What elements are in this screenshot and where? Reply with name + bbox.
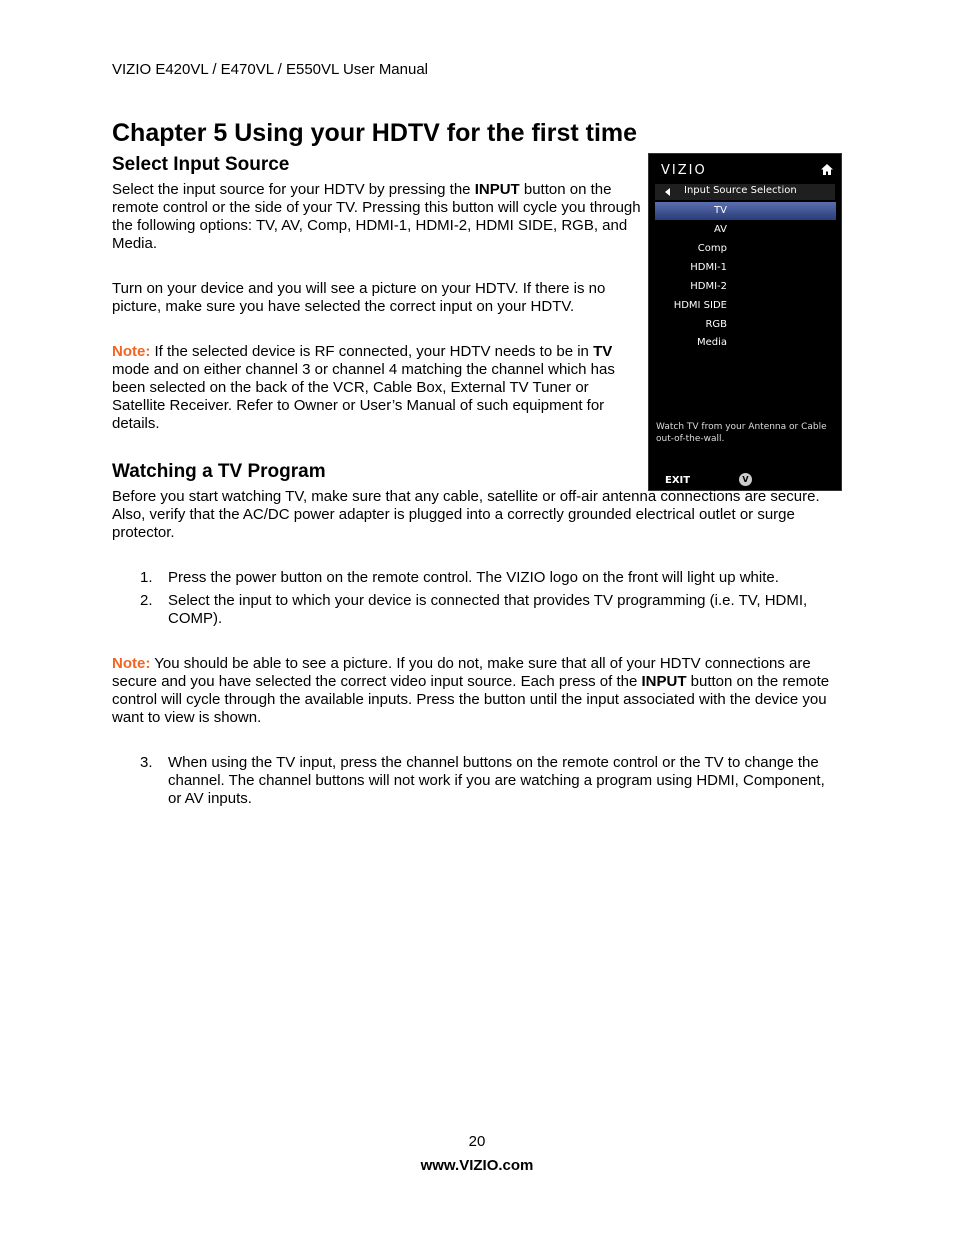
input-source-osd-screenshot — [648, 153, 842, 491]
turn-on-paragraph: Turn on your device and you will see a picture on your HDTV. If there is no picture, make sure you have selected the correct input on your HDTV. — [112, 280, 606, 315]
osd-exit-label: EXIT — [665, 475, 691, 486]
osd-item-comp: Comp — [697, 243, 727, 254]
osd-item-rgb: RGB — [705, 319, 727, 330]
osd-item-tv: TV — [714, 205, 727, 216]
step-3-number: 3. — [140, 754, 153, 771]
section-heading-select-input: Select Input Source — [112, 154, 290, 175]
page-number: 20 — [468, 1133, 486, 1150]
note-picture-paragraph: Note: You should be able to see a picture. If you do not, make sure that all of your HDTV connections are secure and you have selected the correct video input source. Each press of the INPUT button on the remote control will cycle through the available inputs. Press the button until the input associated with the device you want to view is shown. — [112, 655, 830, 726]
note-label: Note: — [112, 655, 151, 672]
step-1-number: 1. — [140, 569, 153, 586]
step-1-text: Press the power button on the remote control. The VIZIO logo on the front will light up white. — [168, 569, 779, 586]
osd-selection-highlight — [655, 202, 836, 220]
back-arrow-icon — [665, 188, 670, 196]
osd-item-av: AV — [713, 224, 727, 235]
step-2-number: 2. — [140, 592, 153, 609]
footer-url-link[interactable]: www.VIZIO.com — [420, 1157, 534, 1174]
select-input-paragraph: Select the input source for your HDTV by pressing the INPUT button on the remote control or the side of your TV. Pressing this button will cycle you through the following options: TV, AV, Comp, HDMI-1, HDMI-2, HDMI SIDE, RGB, and Media. — [112, 181, 641, 252]
document-header: VIZIO E420VL / E470VL / E550VL User Manual — [112, 61, 429, 78]
note-rf-paragraph: Note: If the selected device is RF connected, your HDTV needs to be in TV mode and on either channel 3 or channel 4 matching the channel which has been selected on the back of the VCR, Cable Box, External TV Tuner or Satellite Receiver. Refer to Owner or User’s Manual of such equipment for details. — [112, 343, 615, 432]
chapter-title: Chapter 5 Using your HDTV for the first time — [112, 119, 638, 147]
osd-item-hdmi-1: HDMI-1 — [690, 262, 727, 273]
osd-help-text: Watch TV from your Antenna or Cable out-of-the-wall. — [656, 422, 827, 444]
osd-item-hdmi-side: HDMI SIDE — [673, 300, 727, 311]
osd-item-media: Media — [696, 337, 727, 348]
osd-menu-title: Input Source Selection — [684, 185, 797, 196]
section-heading-watching-tv: Watching a TV Program — [112, 461, 326, 482]
v-logo-icon: V — [739, 473, 752, 486]
step-3-text: When using the TV input, press the channel buttons on the remote control or the TV to change the channel. The channel buttons will not work if you are watching a program using HDMI, Component, or AV inputs. — [168, 754, 825, 807]
watching-intro-paragraph: Before you start watching TV, make sure that any cable, satellite or off-air antenna connections are secure. Also, verify that the AC/DC power adapter is plugged into a correctly grounded electrical outlet or surge protector. — [112, 488, 820, 541]
home-icon — [820, 163, 834, 176]
note-label: Note: — [112, 343, 151, 360]
step-2-text: Select the input to which your device is connected that provides TV programming (i.e. TV, HDMI, COMP). — [168, 592, 808, 627]
osd-item-hdmi-2: HDMI-2 — [690, 281, 727, 292]
vizio-logo: VIZIO — [661, 163, 707, 178]
